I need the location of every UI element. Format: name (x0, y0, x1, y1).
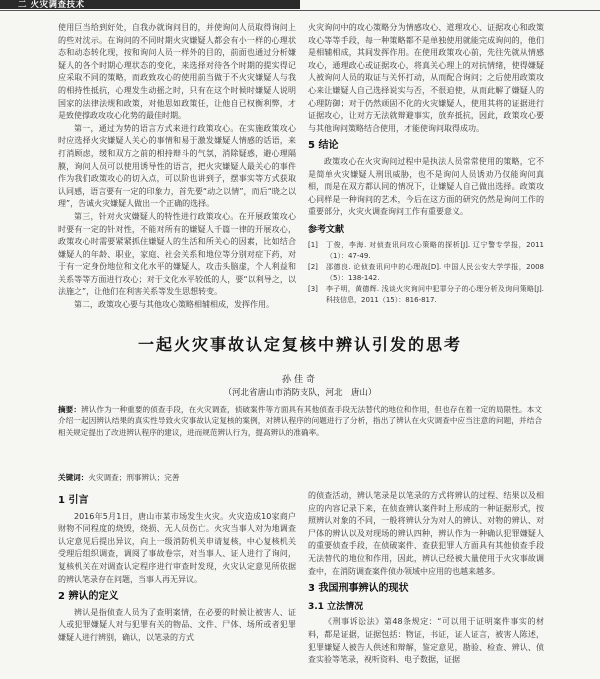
section-text: 辨认是指侦查人员为了查明案情，在必要的时候让被害人、证人或犯罪嫌疑人对与犯罪有关的物品、文件、尸体、场所或者犯罪嫌疑人进行辨别，确认，以笔录的方式 (58, 607, 296, 642)
keywords-label: 关键词： (58, 473, 89, 482)
reference-list (308, 240, 544, 306)
section-heading: 3 我国刑事辨认的现状 (308, 583, 409, 595)
reference-item: [1] 丁俊，李海. 对侦查讯问攻心策略的探析[J]. 辽宁警专学报，2011（1）：47-49. (308, 240, 544, 260)
subsection-heading: 3.1 立法情况 (308, 601, 364, 612)
article-title: 一起火灾事故认定复核中辨认引发的思考 (137, 335, 462, 354)
section-text: 2016年5月1日，唐山市某市场发生火灾。火灾造成10家商户财物不同程度的烧毁，烧损、无人员伤亡。火灾当事人对为地调查认定意见后提出异议，向上一级消防机关申请复核，中心复核机关受理后组织调查，调阅了事故卷宗，对当事人、证人进行了询问，复核机关在对调查认定程序进行审查时发现，火灾认定意见所依据的辨认笔录存在问题，当事人再无异议。 (58, 511, 296, 584)
article-affiliation: （河北省唐山市消防支队，河北 唐山） (223, 388, 377, 398)
prev-paragraph: 第三，针对火灾嫌疑人的特性进行政策攻心。在开展政策攻心时要有一定的针对性，不能对所有的嫌疑人千篇一律的开展攻心，政策攻心时需要紧紧抓住嫌疑人的生活和所关心的因素，比如结合嫌疑人的年龄、职业，家庭、社会关系和地位等分别对症下药，对于有一定身份地位和文化水平的嫌疑人，攻击头脑虚，个人利益和关系等等方面进行攻心；对于文化水平较低的人，要“以利导之，以法施之”，让他们在利害关系等发生思想转变。 (58, 211, 296, 297)
article-author: 孙佳奇 (281, 375, 318, 385)
keywords (58, 472, 542, 483)
prev-paragraph: 第二，政策攻心要与其他攻心策略相辅相成，发挥作用。 (74, 300, 274, 310)
section-heading: 1 引言 (58, 495, 89, 506)
running-header (0, 0, 600, 14)
abstract-text: 辨认作为一种重要的侦查手段，在火灾调查，侦破案件等方面具有其他侦查手段无法替代的地位和作用，但也存在着一定的局限性。本文介绍一起因辨认结果的真实性导致火灾事故认定复核的案例，对辨认程序的问题进行了分析，指出了辨认在火灾调查中应当注意的问题，并结合相关规定提出了改进辨认程序的建议，进而规范辨认行为，提高辨认的准确率。 (58, 405, 543, 437)
section-text: 《刑事诉讼法》第48条规定：“可以用于证明案件事实的材料，都是证据，证据包括：物证，书证，证人证言，被害人陈述，犯罪嫌疑人被告人供述和辩解，鉴定意见，勘验、检查、辨认、侦查实验等笔录，视听资料、电子数据，证据 (308, 617, 544, 665)
section-heading: 2 辨认的定义 (58, 591, 119, 603)
conclusion-heading: 5 结论 (308, 140, 339, 152)
prev-article-left-column (58, 22, 296, 312)
keywords-text: 火灾调查；刑事辨认；完善 (88, 473, 180, 482)
section-text: 的侦查活动，辨认笔录是以笔录的方式将辨认的过程、结果以及相应的内容记录下来，在侦查辨认案件时上形成的一种证据形式，按照辨认对象的不同，一般将辨认分为对人的辨认、对物的辨认、对尸体的辨认以及对现场的辨认四种，辨认作为一种确认犯罪嫌疑人的重要侦查手段，在侦破案件、查获犯罪人方面具有其他侦查手段无法替代的地位和作用，因此，辨认已经被大量使用于火灾事故调查中，在消防调查案件侦办领域中应用的也越来越多。 (308, 491, 544, 576)
header-rule (0, 10, 600, 11)
reference-item: [3] 李子明，黄德辉. 浅谈火灾询问中犯罪分子的心理分析及询问策略[J]. 科技信息，2011（15）：816-817. (308, 284, 544, 304)
abstract (58, 404, 542, 438)
abstract-label: 摘要： (58, 405, 82, 414)
references-heading: 参考文献 (308, 224, 345, 235)
prev-article-right-column (308, 22, 544, 306)
article-left-column (58, 490, 296, 645)
prev-paragraph: 使用巨当给到好处，自我办就询问目的，并使询问人员取得询问上的些对沈示。在询问的不同时期火灾嫌疑人都会有小一样的心理状态和动态转化现，按和询问人员一样外的目的，前面也通过分析嫌疑人的各个时期心理状态的变化，来选择对待各个时期的提实得记应采取不同的策略，而政致攻心的使用前当做于不火灾嫌疑人与我的相持性抵抗，心理发生动摇之时，只有在这个时候时嫌疑人说明国家的法律法规和政策，对他思如政策任，让他自已权衡利弊，才是致使撑政攻攻心化势的最佳时期。 (58, 23, 296, 121)
reference-item: [2] 邵德良. 论侦查讯问中的心理战[D]. 中国人民公安大学学报，2008（5）：138-142. (308, 262, 544, 282)
article-right-column (308, 490, 544, 667)
header-label: 二 火灾调查技术 (18, 0, 85, 10)
prev-paragraph: 第一，通过为势的语言方式来进行政策攻心。在实施政策攻心时应选择火灾嫌疑人关心的事情和易于激发嫌疑人情感的话语，来打消顾虑，缓和双方之前的相持辩斗的气氛，消除疑惑，避心理隔膜，询问人员可以使用诱导性的语言，把火灾嫌疑人最关心的事件作为我们政策攻心的切入点，可以阶也讲到子，摆事实等方式获取认同感，语言要有一定的印象力，首先要“动之以情”，而后“晓之以理”，告诚火灾嫌疑人做出一个正确的选择。 (58, 123, 296, 209)
prev-paragraph: 火灾询问中的攻心策略分为情感攻心、道理攻心、证据攻心和政策攻心等等手段，每一种策略都不是单独使用就能完成询问的，他们是相辅相成，其间发挥作用。在使用政策攻心前，先往先就从情感攻心，通理政心或证据攻心，将真关心理上的对抗情绪，使得嫌疑人被询问人员的取证与关怀打动，从而配合询问；之后使用政策攻心来让嫌疑人自己选择说实与否，不很迫使，从而此解了嫌疑人的心理防御；对于仍然顽固不化的火灾嫌疑人，使用其将的证据进行证据攻心，让对方无法就辩避事实，放弃抵抗，因此，政策攻心要与其他询问策略结合使用，才能使询问取得成功。 (308, 23, 544, 133)
conclusion-text: 政策攻心在火灾询问过程中是执法人员常常使用的策略，它不是简单火灾嫌疑人刑讯威胁，也不是询问人员诱劝乃仅能询问真相，而是在双方都认同的情况下，让嫌疑人自己做出选择。政策攻心同样是一种询问的艺术，今后在这方面的研究仍然是询问工作的重要部分，火灾火调查询问工作有重要意义。 (308, 156, 544, 217)
